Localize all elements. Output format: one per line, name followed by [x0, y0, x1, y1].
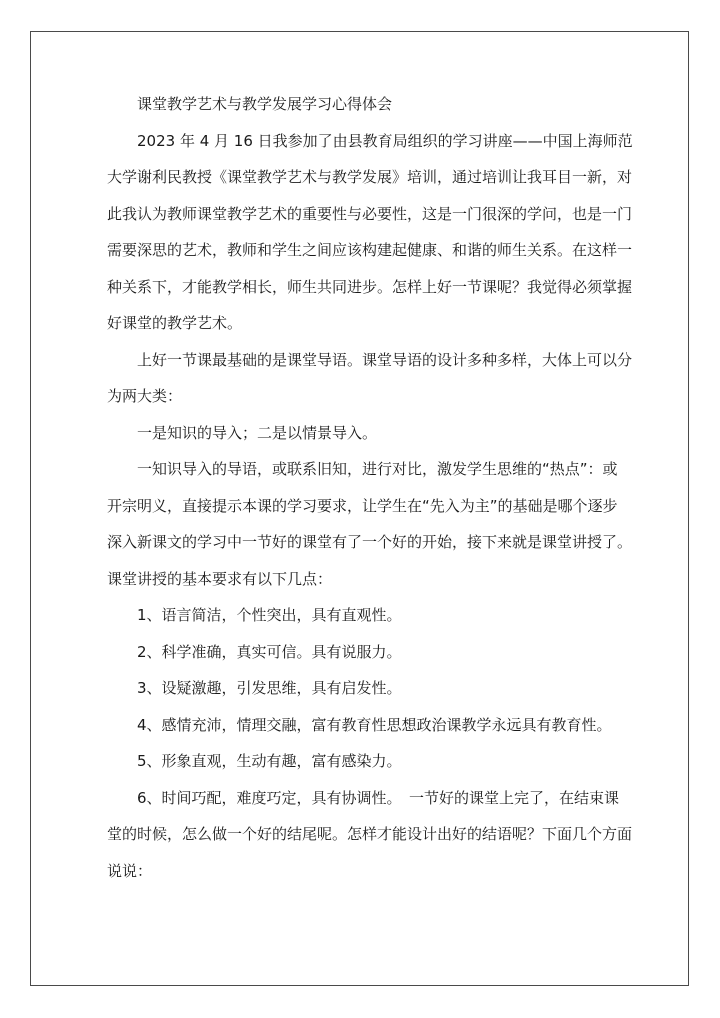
text-line: 上好一节课最基础的是课堂导语。课堂导语的设计多种多样，大体上可以分: [137, 350, 633, 369]
text-line: 课堂讲授的基本要求有以下几点：: [107, 569, 333, 588]
text-line: 1、语言简洁，个性突出，具有直观性。: [137, 606, 402, 624]
text-line: 需要深思的艺术，教师和学生之间应该构建起健康、和谐的师生关系。在这样一: [107, 241, 633, 259]
text-line: 堂的时候，怎么做一个好的结尾呢。怎样才能设计出好的结语呢？下面几个方面: [107, 825, 633, 843]
text-line: 开宗明义，直接提示本课的学习要求，让学生在“先入为主”的基础是哪个逐步: [107, 496, 618, 515]
text-line: 3、设疑激趣，引发思维，具有启发性。: [137, 679, 402, 697]
text-line: 一知识导入的导语，或联系旧知，进行对比，激发学生思维的“热点”：或: [137, 460, 618, 478]
text-line: 大学谢利民教授《课堂教学艺术与教学发展》培训，通过培训让我耳目一新，对: [107, 168, 633, 186]
document-body: [107, 86, 633, 889]
text-line: 4、感情充沛，情理交融，富有教育性思想政治课教学永远具有教育性。: [137, 715, 612, 734]
text-line: 深入新课文的学习中一节好的课堂有了一个好的开始，接下来就是课堂讲授了。: [107, 533, 633, 551]
text-line: 2、科学准确，真实可信。具有说服力。: [137, 642, 402, 661]
text-line: 6、时间巧配，难度巧定，具有协调性。 一节好的课堂上完了，在结束课: [137, 788, 620, 807]
text-line: 为两大类：: [107, 387, 183, 405]
text-line: 说说：: [107, 861, 153, 880]
text-line: 好课堂的教学艺术。: [107, 314, 243, 332]
text-line: 2023 年 4 月 16 日我参加了由县教育局组织的学习讲座——中国上海师范: [137, 131, 633, 150]
text-line: 种关系下，才能教学相长，师生共同进步。怎样上好一节课呢？我觉得必须掌握: [107, 277, 633, 296]
document-paragraphs: [107, 123, 633, 890]
text-line: 此我认为教师课堂教学艺术的重要性与必要性，这是一门很深的学问，也是一门: [107, 204, 633, 223]
text-line: 5、形象直观，生动有趣，富有感染力。: [137, 752, 402, 770]
text-line: 一是知识的导入；二是以情景导入。: [137, 423, 378, 442]
document-title: 课堂教学艺术与教学发展学习心得体会: [137, 95, 393, 113]
